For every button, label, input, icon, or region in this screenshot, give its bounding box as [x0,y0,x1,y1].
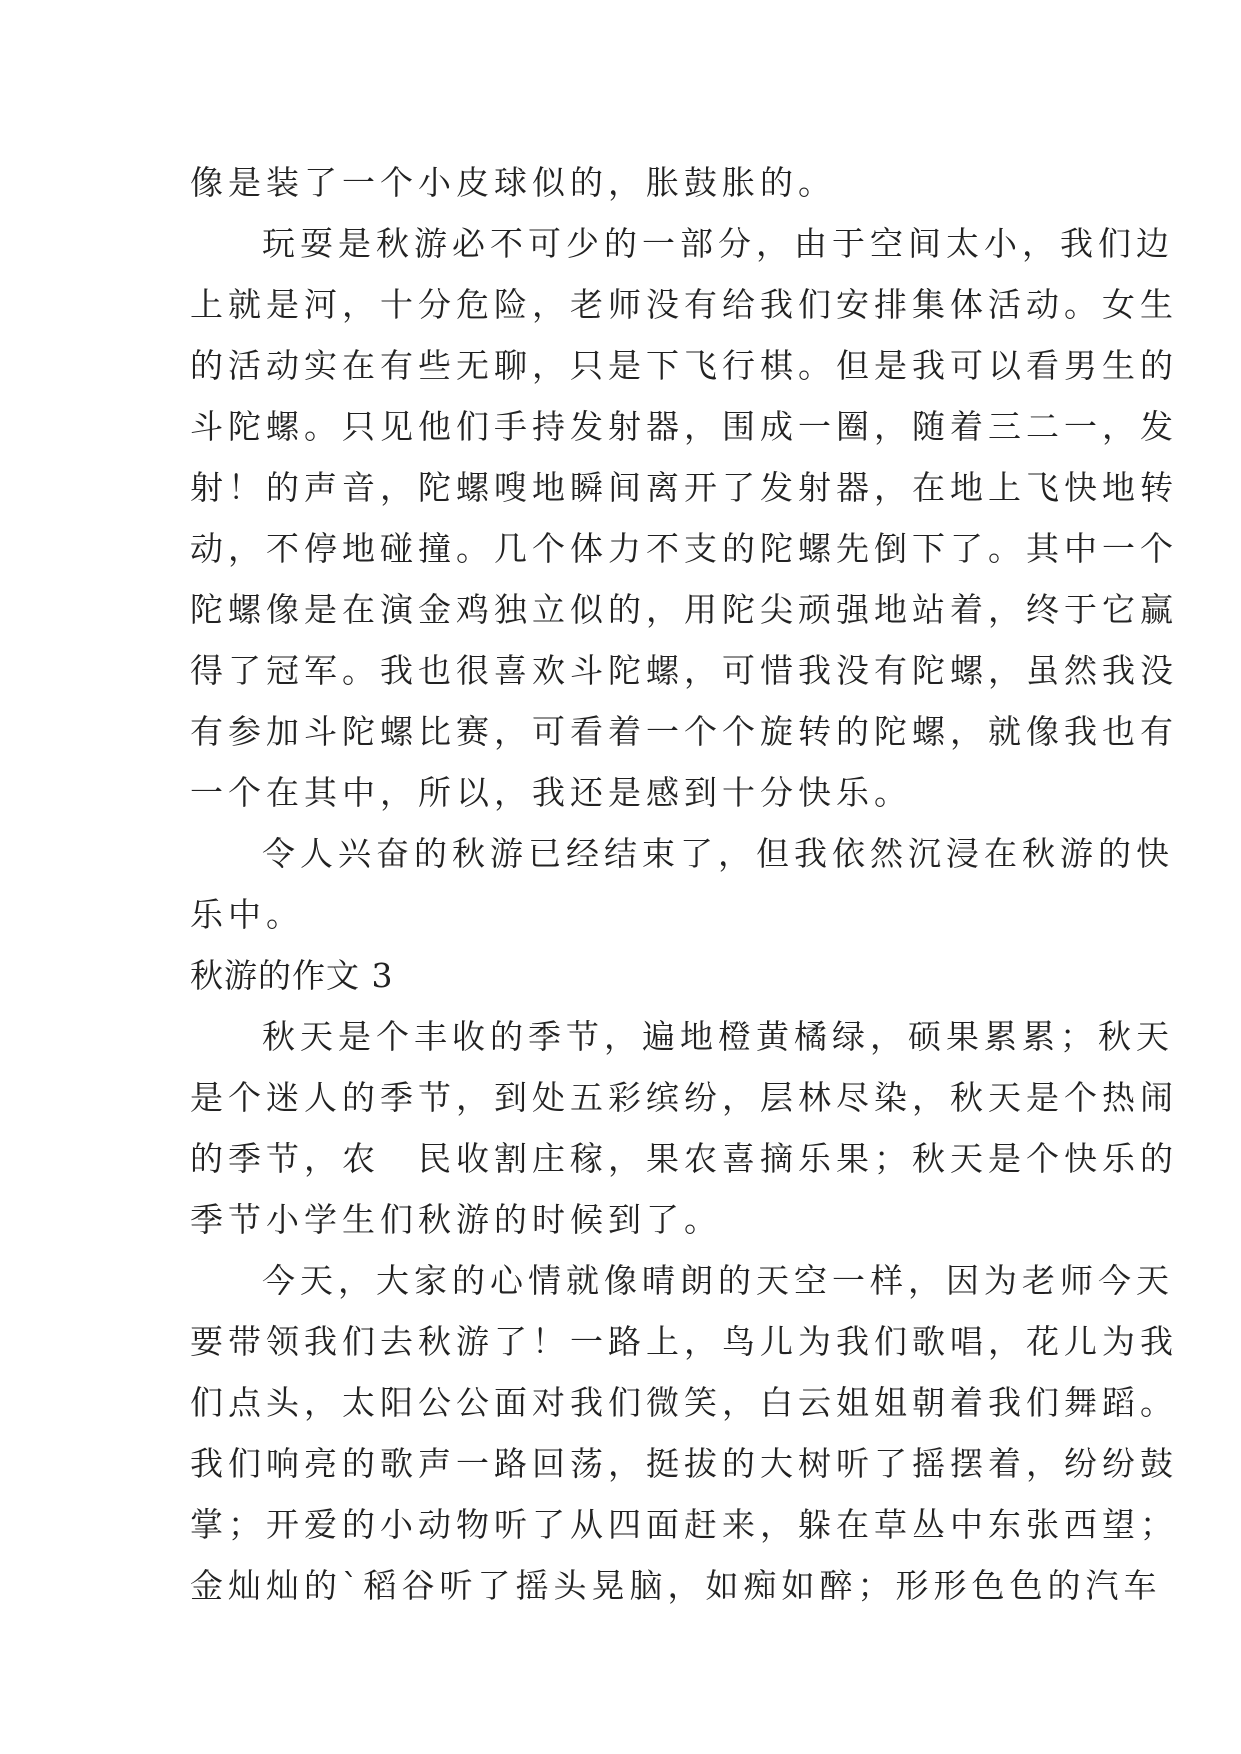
text-line: 有参加斗陀螺比赛，可看着一个个旋转的陀螺，就像我也有 [190,712,1178,751]
text-line: 一个在其中，所以，我还是感到十分快乐。 [190,773,912,812]
text-line: 乐中。 [190,895,304,934]
text-line: 动，不停地碰撞。几个体力不支的陀螺先倒下了。其中一个 [190,529,1178,568]
text-line: 的活动实在有些无聊，只是下飞行棋。但是我可以看男生的 [190,346,1178,385]
text-line: 陀螺像是在演金鸡独立似的，用陀尖顽强地站着，终于它赢 [190,590,1178,629]
text-line: 季节小学生们秋游的时候到了。 [190,1200,722,1239]
paragraph-start-line: 秋天是个丰收的季节，遍地橙黄橘绿，硕果累累；秋天 [262,1017,1174,1056]
essay-text [190,152,1178,1616]
paragraph-start-line: 令人兴奋的秋游已经结束了，但我依然沉浸在秋游的快 [262,834,1174,873]
text-line: 掌；开爱的小动物听了从四面赶来，躲在草丛中东张西望； [190,1505,1178,1544]
text-line: 的季节，农 民收割庄稼，果农喜摘乐果；秋天是个快乐的 [190,1139,1178,1178]
text-line: 射！的声音，陀螺嗖地瞬间离开了发射器，在地上飞快地转 [190,468,1178,507]
section-heading: 秋游的作文 3 [190,956,394,995]
text-line: 像是装了一个小皮球似的，胀鼓胀的。 [190,163,836,202]
paragraph-start-line: 玩耍是秋游必不可少的一部分，由于空间太小，我们边 [262,224,1174,263]
text-line: 我们响亮的歌声一路回荡，挺拔的大树听了摇摆着，纷纷鼓 [190,1444,1178,1483]
text-line: 们点头，太阳公公面对我们微笑，白云姐姐朝着我们舞蹈。 [190,1383,1178,1422]
text-line: 得了冠军。我也很喜欢斗陀螺，可惜我没有陀螺，虽然我没 [190,651,1178,690]
text-line: 金灿灿的`稻谷听了摇头晃脑，如痴如醉；形形色色的汽车 [190,1566,1162,1605]
text-line: 是个迷人的季节，到处五彩缤纷，层林尽染，秋天是个热闹 [190,1078,1178,1117]
text-line: 斗陀螺。只见他们手持发射器，围成一圈，随着三二一，发 [190,407,1178,446]
text-line: 上就是河，十分危险，老师没有给我们安排集体活动。女生 [190,285,1178,324]
paragraph-start-line: 今天，大家的心情就像晴朗的天空一样，因为老师今天 [262,1261,1174,1300]
text-line: 要带领我们去秋游了！一路上，鸟儿为我们歌唱，花儿为我 [190,1322,1178,1361]
